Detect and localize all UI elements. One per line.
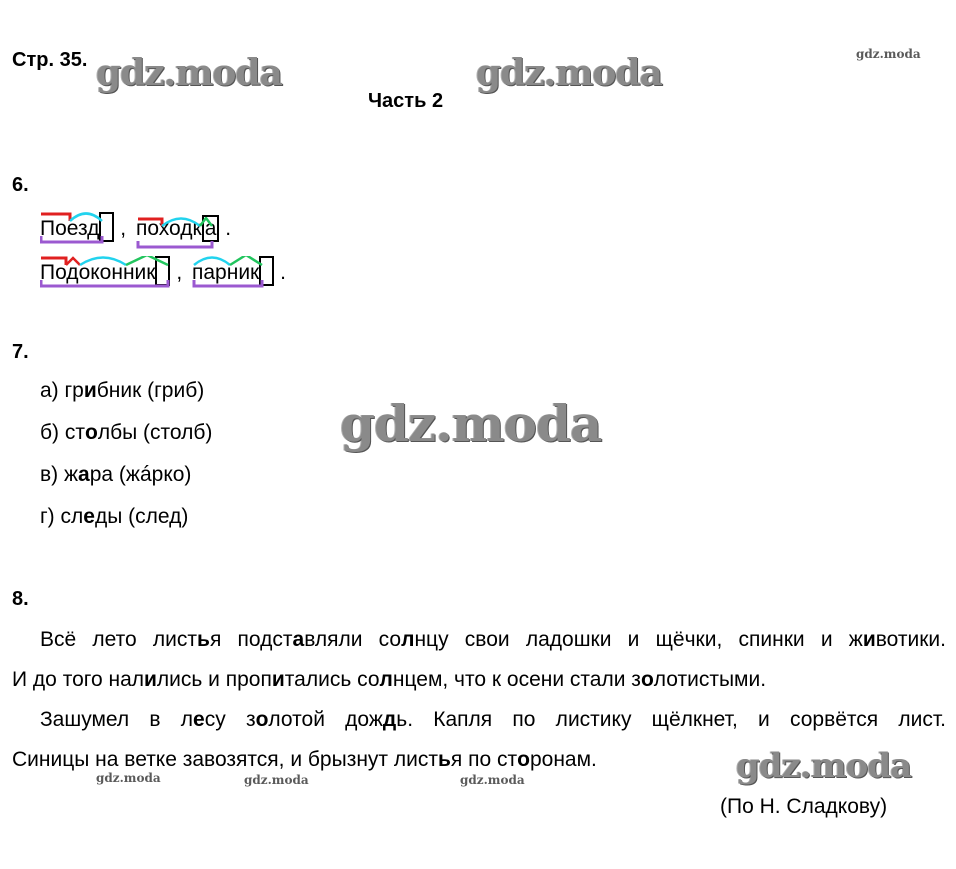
word-podokonnik — [40, 256, 170, 286]
text-segment: ронам. — [529, 748, 597, 771]
text-segment: тались со — [284, 668, 380, 691]
text-segment: нцем, что к осени стали з — [392, 668, 641, 691]
text-segment: я подст — [209, 628, 293, 651]
zero-ending-box — [99, 212, 114, 242]
text-line — [12, 700, 946, 740]
text-segment: су з — [204, 708, 256, 731]
text-line — [12, 620, 946, 660]
list-item: а) грибник (гриб) — [40, 379, 205, 402]
text-segment: лотой дож — [268, 708, 383, 731]
watermark-small: gdz.moda — [856, 47, 921, 61]
comma: , — [176, 261, 183, 284]
ending-box: а — [202, 215, 220, 242]
watermark-small: gdz.moda — [244, 773, 309, 787]
list-item: в) жара (жáрко) — [40, 463, 192, 486]
highlight-letter: и — [144, 668, 157, 691]
zero-ending-box — [259, 256, 274, 286]
text-segment: я по ст — [450, 748, 518, 771]
comma: , — [120, 217, 127, 240]
text-segment: Всё лето лист — [40, 628, 198, 651]
watermark-logo: gdz.moda — [736, 746, 912, 786]
watermark-small: gdz.moda — [96, 771, 161, 785]
text-segment: Зашумел в л — [40, 708, 194, 731]
highlight-letter: е — [83, 505, 95, 528]
task-number: 6. — [12, 174, 29, 196]
watermark-logo: gdz.moda — [476, 52, 662, 94]
word-analysis-line-2 — [40, 256, 286, 286]
text-segment: Синицы на ветке завозятся, и брызнут лист — [12, 748, 438, 771]
highlight-letter: ь — [197, 628, 210, 651]
text-segment: И до того нал — [12, 668, 144, 691]
text-line — [12, 660, 946, 700]
text-line — [12, 740, 946, 780]
period: . — [225, 217, 232, 240]
watermark-small: gdz.moda — [460, 773, 525, 787]
text-segment: лись и проп — [156, 668, 272, 691]
word-text: парник — [192, 261, 260, 284]
highlight-letter: д — [382, 708, 397, 731]
text-segment: ь. Капля по листику щёлкнет, и сорвётся лист. — [396, 708, 947, 731]
zero-ending-box — [155, 256, 170, 286]
word-pohodka — [136, 217, 219, 241]
word-stem-text: походк — [135, 217, 202, 240]
list-item: г) следы (след) — [40, 505, 189, 528]
text-segment: вляли со — [304, 628, 402, 651]
text-segment: вотики. — [875, 628, 946, 651]
task-number: 8. — [12, 588, 29, 610]
word-text: Поезд — [40, 217, 100, 240]
text-passage — [12, 620, 946, 780]
highlight-letter: о — [517, 748, 530, 771]
page-reference: Стр. 35. — [12, 49, 88, 71]
highlight-letter: о — [640, 668, 654, 691]
highlight-letter: о — [255, 708, 269, 731]
task-number: 7. — [12, 341, 29, 363]
highlight-letter: и — [271, 668, 285, 691]
highlight-letter: а — [78, 463, 90, 486]
list-item: б) столбы (столб) — [40, 421, 213, 444]
word-poezd — [40, 212, 114, 242]
highlight-letter: л — [379, 668, 393, 691]
period: . — [280, 261, 286, 284]
highlight-letter: и — [862, 628, 876, 651]
watermark-logo: gdz.moda — [340, 394, 602, 453]
watermark-logo: gdz.moda — [96, 52, 282, 94]
highlight-letter: а — [292, 628, 305, 651]
highlight-letter: е — [193, 708, 205, 731]
highlight-letter: л — [401, 628, 415, 651]
text-segment: лотистыми. — [653, 668, 767, 691]
highlight-letter: о — [84, 421, 98, 444]
word-parnik — [192, 256, 274, 286]
part-heading: Часть 2 — [368, 90, 444, 112]
attribution: (По Н. Сладкову) — [720, 795, 888, 818]
text-segment: нцу свои ладошки и щёчки, спинки и ж — [414, 628, 863, 651]
highlight-letter: ь — [438, 748, 451, 771]
highlight-letter: и — [83, 379, 97, 402]
word-analysis-line-1 — [40, 212, 231, 242]
word-text: Подоконник — [40, 261, 156, 284]
